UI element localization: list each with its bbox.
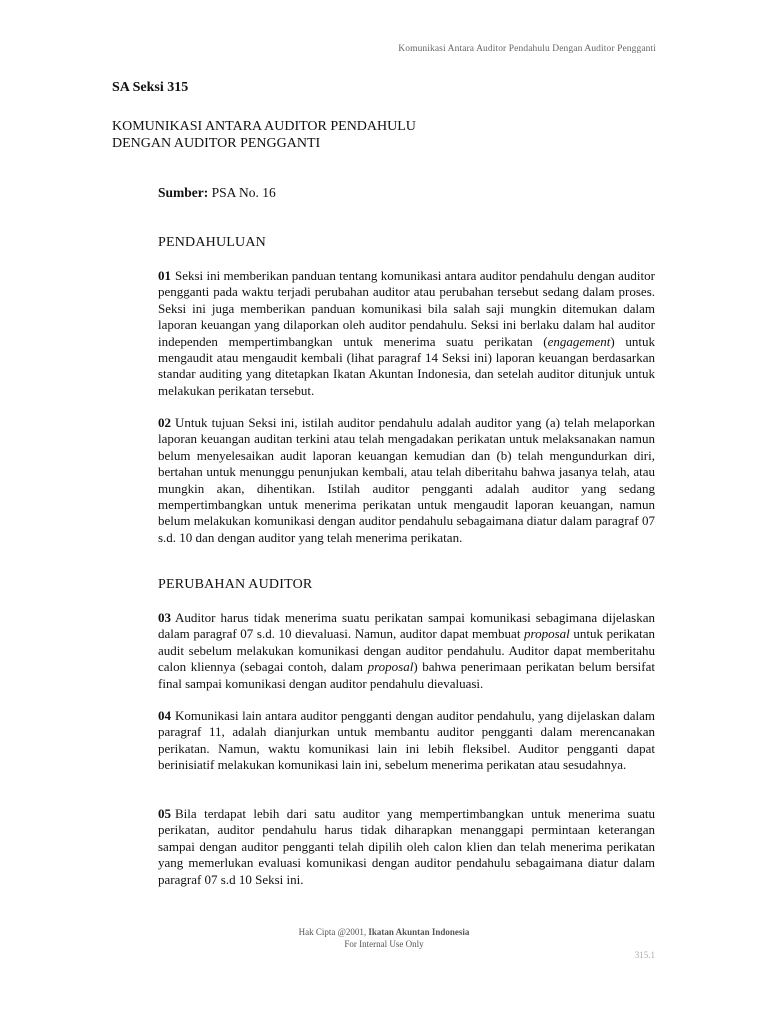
paragraph-number: 05 [158, 806, 171, 821]
running-header: Komunikasi Antara Auditor Pendahulu Dengan Auditor Pengganti [398, 44, 656, 54]
paragraph-04 [158, 708, 655, 774]
heading-pendahuluan: PENDAHULUAN [158, 235, 266, 250]
paragraph-05 [158, 806, 655, 888]
paragraph-01 [158, 268, 655, 399]
paragraph-number: 03 [158, 610, 171, 625]
section-code: SA Seksi 315 [112, 80, 189, 95]
source-line [158, 185, 276, 201]
paragraph-text: Untuk tujuan Seksi ini, istilah auditor pendahulu adalah auditor yang (a) telah melaporkan laporan keuangan auditan terkini atau telah mengadakan perikatan untuk melaksanakan namun belum menyelesaikan audit laporan keuangan kemudian dan (b) telah mengundurkan diri, bertahan untuk menunggu penunjukan kembali, atau telah diberitahu bahwa jasanya telah, atau mungkin akan, dihentikan. Istilah auditor pengganti adalah auditor yang sedang mempertimbangkan untuk menerima perikatan untuk mengaudit laporan keuangan, namun belum melakukan komunikasi dengan auditor pendahulu sebagaimana diatur dalam paragraf 07 s.d. 10 dan dengan auditor yang telah menerima perikatan. [158, 415, 655, 545]
paragraph-text: Komunikasi lain antara auditor pengganti dengan auditor pendahulu, yang dijelaskan dalam paragraf 11, adalah dianjurkan untuk membantu auditor pengganti dalam merencanakan perikatan. Namun, waktu komunikasi lain ini lebih fleksibel. Auditor pengganti dapat berinisiatif melakukan komunikasi lain ini, sebelum menerima perikatan atau sesudahnya. [158, 708, 655, 773]
paragraph-text: Auditor harus tidak menerima suatu perikatan sampai komunikasi sebagimana dijelaskan dalam paragraf 07 s.d. 10 dievaluasi. Namun, auditor dapat membuat [158, 610, 655, 642]
paragraph-text: ) untuk mengaudit atau mengaudit kembali (lihat paragraf 14 Seksi ini) laporan keuangan berdasarkan standar auditing yang ditetapkan Ikatan Akuntan Indonesia, dan setelah auditor ditunjuk untuk melakukan perikatan tersebut. [158, 333, 655, 398]
organization-name: Ikatan Akuntan Indonesia [368, 927, 470, 937]
source-value: PSA No. 16 [211, 185, 276, 200]
page-footer [0, 926, 768, 950]
italic-term: proposal [367, 659, 414, 675]
usage-note: For Internal Use Only [344, 939, 424, 949]
paragraph-text: Bila terdapat lebih dari satu auditor yang mempertimbangkan untuk menerima suatu perikatan, auditor pendahulu harus tidak diharapkan menanggapi permintaan keterangan sampai dengan auditor pengganti telah dipilih oleh calon klien dan telah menerima perikatan yang memerlukan evaluasi komunikasi dengan auditor pendahulu sebagaimana diatur dalam paragraf 07 s.d 10 Seksi ini. [158, 806, 655, 887]
paragraph-text: Seksi ini memberikan panduan tentang komunikasi antara auditor pendahulu dengan auditor pengganti pada waktu terjadi perubahan auditor atau perubahan tersebut sedang dalam proses. Seksi ini juga memberikan panduan komunikasi bila salah saji mungkin ditemukan dalam laporan keuangan yang dilaporkan oleh auditor pendahulu. Seksi ini berlaku dalam hal auditor independen mempertimbangkan untuk menerima suatu perikatan ( [158, 268, 655, 349]
paragraph-02 [158, 415, 655, 546]
title-line-2: DENGAN AUDITOR PENGGANTI [112, 136, 321, 151]
copyright-line [0, 926, 768, 938]
title-line-1: KOMUNIKASI ANTARA AUDITOR PENDAHULU [112, 119, 416, 134]
page-number: 315.1 [634, 950, 655, 960]
italic-term: proposal [524, 626, 570, 642]
paragraph-number: 04 [158, 708, 171, 723]
copyright-prefix: Hak Cipta @2001, [298, 927, 369, 937]
heading-perubahan-auditor: PERUBAHAN AUDITOR [158, 577, 313, 592]
source-label: Sumber: [158, 185, 209, 200]
paragraph-03 [158, 610, 655, 692]
italic-term: engagement [547, 333, 611, 349]
paragraph-number: 01 [158, 268, 171, 283]
paragraph-number: 02 [158, 415, 171, 430]
paragraph-text: untuk perikatan audit sebelum melakukan komunikasi dengan auditor pendahulu. Auditor dapat memberitahu calon kliennya (sebagai contoh, dalam [158, 626, 655, 675]
document-title [112, 118, 612, 152]
paragraph-text: ) bahwa penerimaan perikatan belum bersifat final sampai komunikasi dengan auditor pendahulu dievaluasi. [158, 659, 656, 691]
